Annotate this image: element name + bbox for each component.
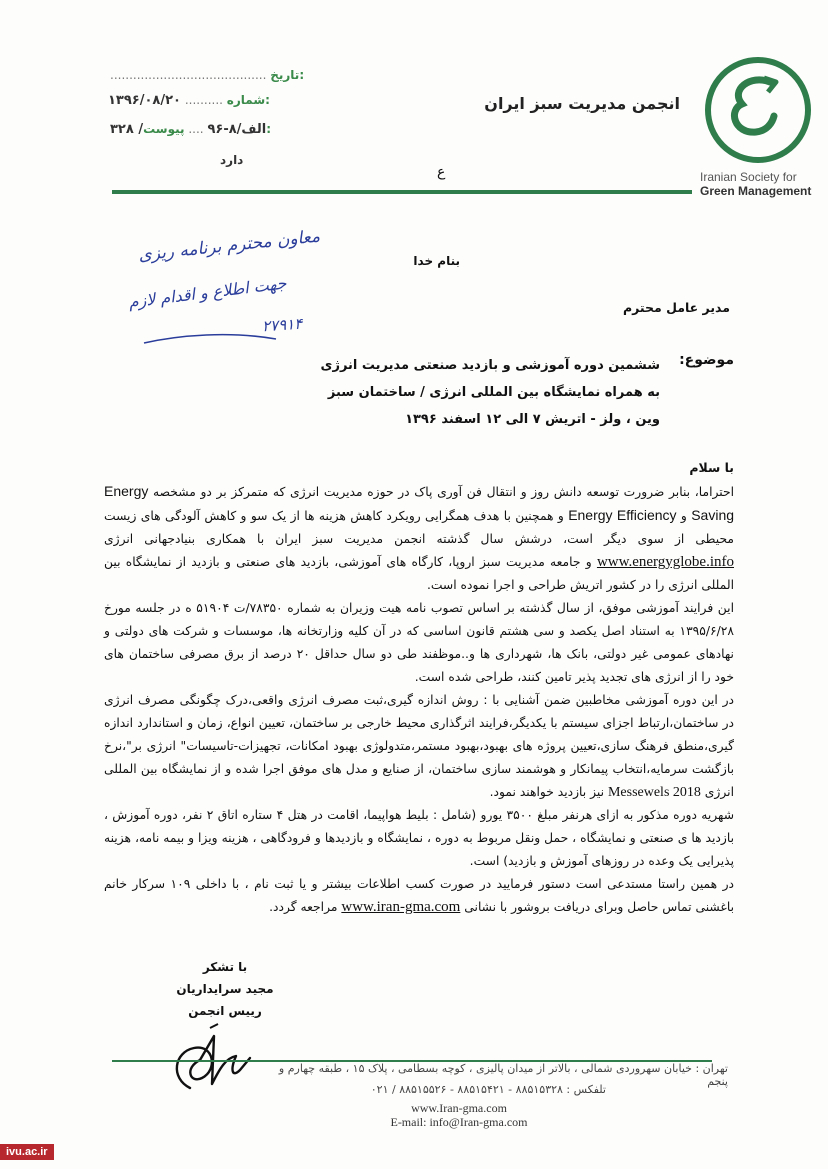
handwritten-underline (140, 325, 280, 355)
subject-line1: ششمین دوره آموزشی و بازدید صنعتی مدیریت انرژی (320, 358, 660, 373)
messewels-term: Messewels 2018 (607, 785, 701, 800)
footer-email[interactable]: E-mail: info@Iran-gma.com (390, 1115, 528, 1129)
handwritten-note-number: ۲۷۹۱۴ (261, 314, 303, 336)
handwritten-note-line2: جهت اطلاع و اقدام لازم (127, 273, 288, 312)
date-row: ......................................... تاریخ: (110, 68, 305, 82)
recipient: مدیر عامل محترم (622, 300, 730, 315)
org-name-en-line1: Iranian Society for (700, 170, 797, 184)
greeting: با سلام (689, 460, 734, 475)
org-logo (700, 52, 816, 168)
signer-title: رییس انجمن (188, 1004, 262, 1018)
org-name-fa: انجمن مدیریت سبز ایران (484, 94, 680, 113)
p5-part-b: مراجعه گردد. (269, 900, 342, 914)
signature-scribble (160, 1018, 270, 1098)
p3-part-a: در این دوره آموزشی مخاطبین ضمن آشنایی با : روش اندازه گیری،ثبت مصرف انرژی واقعی،درک چگونگی مصرف انرژی در ساختمان،ارتباط اجزای سیستم با یکدیگر،فرایند اثرگذاری محیط خارجی بر ساختمان، تعیین انواع، زمان و استاندارد اندازه گیری،منطق فرهنگ سازی،تعیین پروژه های بهبود،بهبود مستمر،متدولوژی بهبود امکانات، تجهیزات-تاسیسات" انرژی بر"،نرخ بازگشت سرمایه،انتخاب پیمانکار و هوشمند سازی ساختمان، از صنایع و مدل های موفق اجرا شده و از نمایشگاه بین المللی انرژی (104, 693, 734, 799)
paragraph-3 (104, 689, 734, 804)
bismillah: بنام خدا (413, 254, 460, 268)
footer-website[interactable]: www.Iran-gma.com (411, 1101, 507, 1115)
signer-name: مجید سرایداریان (176, 982, 274, 996)
header-divider (112, 190, 692, 194)
p1-part-a: احتراما، بنابر ضرورت توسعه دانش روز و انتقال فن آوری پاک در حوزه مدیریت انرژی که متمرکز بر دو مشخصه (153, 485, 734, 499)
subject-line2: به همراه نمایشگاه بین المللی انرژی / ساختمان سبز (327, 385, 660, 400)
energyglobe-link[interactable]: www.energyglobe.info (596, 554, 734, 570)
org-name-en (700, 170, 820, 198)
has-label: دارد (220, 153, 244, 167)
paragraph-2: این فرایند آموزشی موفق، از سال گذشته بر اساس تصوب نامه هیت وزیران به شماره ۷۸۳۵۰/ت ۵۱۹۰۴ ه در جلسه مورخ ۱۳۹۵/۶/۲۸ به استناد اصل یکصد و سی هشتم قانون اساسی که در آن کلیه وزارتخانه ها، موسسات و شرکت های دولتی و نهادهای عمومی غیر دولتی، بانک ها، شهرداری ها و..موظفند طی دو سال حداقل ۲۰ درصد از برق مصرفی ساختمان های خود را از انرژی های تجدید پذیر تامین کنند، طراحی شده است. (104, 601, 734, 684)
closing: با تشکر (202, 960, 248, 974)
p1-and: و (676, 509, 692, 523)
number-label: شماره (226, 93, 266, 107)
handwritten-note-line1: معاون محترم برنامه ریزی (137, 226, 321, 266)
paragraph-1 (104, 480, 734, 597)
number-value: ۱۳۹۶/۰۸/۲۰ (108, 93, 181, 108)
letter-body (104, 480, 734, 919)
iran-gma-link[interactable]: www.iran-gma.com (341, 899, 461, 915)
attachment-value: ۳۲۸ /الف/۸-۹۶ (110, 122, 267, 137)
subject-line3: وین ، ولز - اتریش ۷ الی ۱۲ اسفند ۱۳۹۶ (405, 412, 660, 427)
watermark-badge: ivu.ac.ir (0, 1144, 54, 1160)
footer-phone: تلفکس : ۸۸۵۱۵۳۲۸ - ۸۸۵۱۵۴۲۱ - ۸۸۵۱۵۵۲۶ / ۰۲۱ (370, 1083, 606, 1096)
subject-text (300, 352, 660, 433)
p5-part-a: در همین راستا مستدعی است دستور فرمایید در صورت کسب اطلاعات بیشتر و یا ثبت نام ، با داخلی ۱۰۹ سرکار خانم باغشنی تماس حاصل وبرای دریافت بروشور با نشانی (104, 877, 734, 914)
attachment-label: پیوست (143, 122, 185, 136)
subject-label: موضوع: (679, 352, 734, 368)
org-name-en-line2: Green Management (700, 184, 812, 198)
date-label: تاریخ (270, 68, 300, 82)
p3-part-b: نیز بازدید خواهند نمود. (489, 785, 608, 799)
p1-part-b: و همچنین با هدف همگرایی رویکرد کاهش هزینه ها از یک سو و کاهش آلودگی های زیست محیطی از سوی دیگر است، درشش سال گذشته انجمن مدیریت سبز ایران با همکاری بنیادجهانی انرژی (104, 509, 734, 546)
paragraph-4: شهریه دوره مذکور به ازای هرنفر مبلغ ۳۵۰۰ یورو (شامل : بلیط هواپیما، اقامت در هتل ۴ ستاره اتاق ۲ نفر، دوره آموزش ، بازدید ها ی صنعتی و نمایشگاه ، حمل ونقل مربوط به دوره ، نمایشگاه و بازدیدها و فرودگاهی ، هزینه ویزا و بیمه نامه، هزینه پذیرایی یک وعده در روزهای آموزش و بازدید) است. (104, 808, 735, 868)
paragraph-5 (104, 873, 734, 919)
number-row: ۱۳۹۶/۰۸/۲۰ .......... شماره: (108, 93, 270, 108)
small-mark: ع (437, 164, 446, 180)
p1-part-c: و جامعه مدیریت سبز اروپا، کارگاه های آموزشی، بازدید های صنعتی و بازدید از نمایشگاه بین المللی انرژی را در کشور اتریش طراحی و اجرا نموده است. (104, 555, 734, 592)
signature-block (170, 956, 280, 1022)
energy-efficiency-term: Energy Efficiency (568, 507, 677, 523)
footer-address: تهران : خیابان سهروردی شمالی ، بالاتر از میدان پالیزی ، کوچه بسطامی ، پلاک ۱۵ ، طبقه چهارم و پنجم (278, 1062, 728, 1088)
attachment-row: ۳۲۸ /الف/۸-۹۶ .... پیوست : (110, 122, 272, 137)
energy-saving-term: Energy Saving (104, 483, 735, 523)
